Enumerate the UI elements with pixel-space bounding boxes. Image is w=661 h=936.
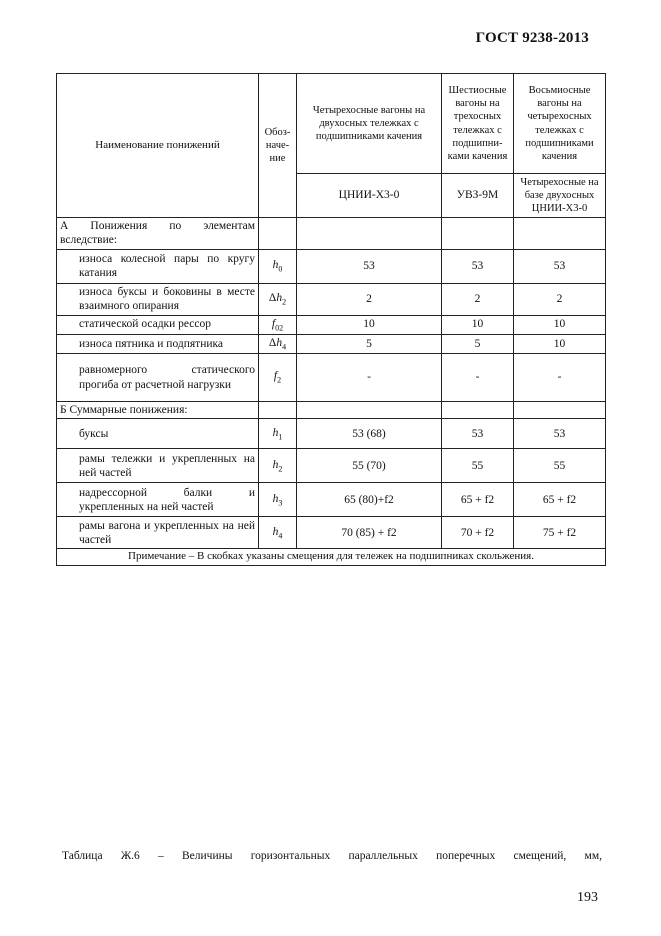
row-value-v3: 2 bbox=[514, 283, 606, 315]
row-name: износа колесной пары по кругу катания bbox=[57, 249, 259, 283]
header-col3-top: Восьмиосные вагоны на четырехосных тележках с подшипниками качения bbox=[514, 74, 606, 174]
row-value-v3: 75 + f2 bbox=[514, 517, 606, 549]
header-col2-top: Шестиосные вагоны на трехосных тележках с подшипни-ками качения bbox=[442, 74, 514, 174]
row-name: рамы тележки и укрепленных на ней частей bbox=[57, 449, 259, 483]
row-symbol bbox=[259, 315, 297, 334]
row-name: рамы вагона и укрепленных на ней частей bbox=[57, 517, 259, 549]
row-value-v2: 65 + f2 bbox=[442, 483, 514, 517]
row-value-v1: 55 (70) bbox=[297, 449, 442, 483]
reductions-table bbox=[56, 73, 606, 566]
symbol-letter: h bbox=[272, 426, 279, 439]
table-row bbox=[57, 249, 606, 283]
row-name: износа пятника и подпятника bbox=[57, 334, 259, 353]
symbol-subscript: 4 bbox=[278, 531, 283, 541]
symbol-subscript: 2 bbox=[277, 375, 282, 385]
symbol-subscript: 02 bbox=[275, 322, 284, 332]
row-name: буксы bbox=[57, 419, 259, 449]
row-value-v3: 10 bbox=[514, 315, 606, 334]
table-row bbox=[57, 283, 606, 315]
table-caption: Таблица Ж.6 – Величины горизонтальных параллельных поперечных смещений, мм, bbox=[62, 850, 602, 862]
row-name: статической осадки рессор bbox=[57, 315, 259, 334]
row-value-v3: 55 bbox=[514, 449, 606, 483]
symbol-letter: h bbox=[272, 259, 279, 272]
row-name: равномерного статического прогиба от расчетной нагрузки bbox=[57, 354, 259, 402]
symbol-letter: f bbox=[273, 370, 278, 383]
row-symbol bbox=[259, 283, 297, 315]
symbol-subscript: 2 bbox=[282, 297, 287, 307]
row-symbol bbox=[259, 449, 297, 483]
row-value-v2: 10 bbox=[442, 315, 514, 334]
row-value-v2: 5 bbox=[442, 334, 514, 353]
row-value-v1: 65 (80)+f2 bbox=[297, 483, 442, 517]
row-value-v1: 53 (68) bbox=[297, 419, 442, 449]
row-symbol bbox=[259, 517, 297, 549]
header-name-column: Наименование понижений bbox=[57, 74, 259, 218]
row-symbol bbox=[259, 334, 297, 353]
header-col2-sub: УВЗ-9М bbox=[442, 174, 514, 218]
row-value-v3: 53 bbox=[514, 419, 606, 449]
row-value-v3: 65 + f2 bbox=[514, 483, 606, 517]
page-number: 193 bbox=[577, 890, 598, 905]
row-value-v2: - bbox=[442, 354, 514, 402]
section-b-title: Б Суммарные понижения: bbox=[57, 402, 259, 419]
row-value-v1: 5 bbox=[297, 334, 442, 353]
row-value-v1: 2 bbox=[297, 283, 442, 315]
row-symbol bbox=[259, 419, 297, 449]
row-value-v1: 10 bbox=[297, 315, 442, 334]
document-standard-header: ГОСТ 9238-2013 bbox=[475, 30, 589, 46]
row-value-v1: 70 (85) + f2 bbox=[297, 517, 442, 549]
symbol-letter: h bbox=[272, 492, 279, 505]
symbol-letter: h bbox=[276, 336, 283, 349]
table-note: Примечание – В скобках указаны смещения для тележек на подшипниках скольжения. bbox=[57, 549, 606, 566]
row-value-v3: 10 bbox=[514, 334, 606, 353]
row-symbol bbox=[259, 483, 297, 517]
row-value-v2: 53 bbox=[442, 419, 514, 449]
symbol-prefix: Δ bbox=[268, 291, 277, 304]
symbol-letter: f bbox=[271, 317, 276, 330]
row-symbol bbox=[259, 354, 297, 402]
header-col1-sub: ЦНИИ-Х3-0 bbox=[297, 174, 442, 218]
table-row bbox=[57, 315, 606, 334]
table-row bbox=[57, 483, 606, 517]
row-symbol bbox=[259, 249, 297, 283]
row-value-v2: 2 bbox=[442, 283, 514, 315]
row-value-v1: - bbox=[297, 354, 442, 402]
table-row bbox=[57, 334, 606, 353]
header-col1-top: Четырехосные вагоны на двухосных тележках с подшипниками качения bbox=[297, 74, 442, 174]
symbol-subscript: 1 bbox=[278, 432, 283, 442]
section-a-title: А Понижения по элементам вследствие: bbox=[57, 218, 259, 250]
header-symbol-column: Обоз-наче-ние bbox=[259, 74, 297, 218]
symbol-letter: h bbox=[276, 291, 283, 304]
header-col3-sub: Четырехосные на базе двухосных ЦНИИ-Х3-0 bbox=[514, 174, 606, 218]
table-row bbox=[57, 419, 606, 449]
symbol-subscript: 0 bbox=[278, 264, 283, 274]
row-value-v3: - bbox=[514, 354, 606, 402]
symbol-subscript: 2 bbox=[278, 464, 283, 474]
row-value-v2: 70 + f2 bbox=[442, 517, 514, 549]
row-value-v1: 53 bbox=[297, 249, 442, 283]
symbol-prefix: Δ bbox=[268, 336, 277, 349]
table-row bbox=[57, 449, 606, 483]
row-value-v3: 53 bbox=[514, 249, 606, 283]
row-value-v2: 53 bbox=[442, 249, 514, 283]
row-value-v2: 55 bbox=[442, 449, 514, 483]
table-row bbox=[57, 354, 606, 402]
row-name: надрессорной балки и укрепленных на ней частей bbox=[57, 483, 259, 517]
symbol-subscript: 3 bbox=[278, 498, 283, 508]
symbol-subscript: 4 bbox=[282, 342, 287, 352]
row-name: износа буксы и боковины в месте взаимного опирания bbox=[57, 283, 259, 315]
table-row bbox=[57, 517, 606, 549]
symbol-letter: h bbox=[272, 525, 279, 538]
symbol-letter: h bbox=[272, 458, 279, 471]
